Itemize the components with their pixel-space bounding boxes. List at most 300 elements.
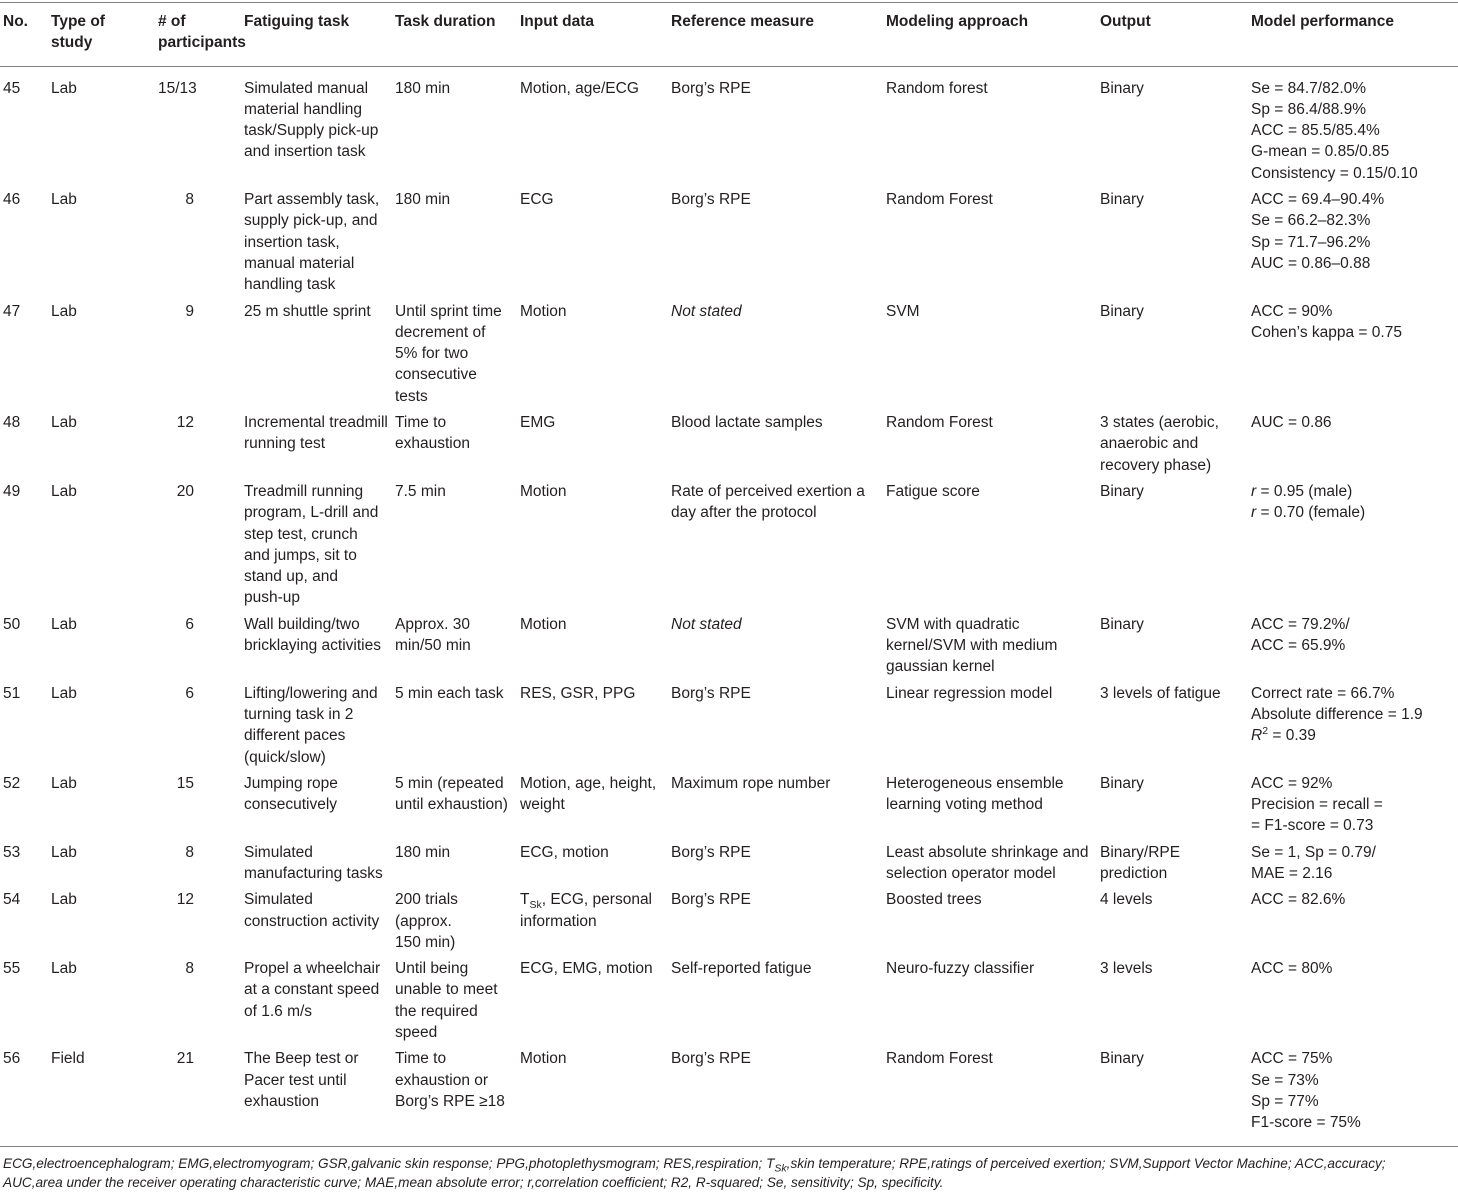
cell-line: RES, GSR, PPG [520,684,636,702]
cell-line: the required [395,1002,478,1020]
cell-modeling [883,479,1097,612]
table-row [0,956,1458,1046]
cell-output [1097,681,1248,771]
cell-line: 53 [3,843,21,861]
cell-participants [155,681,241,771]
cell-output [1097,887,1248,956]
cell-line: 6 [185,615,194,633]
cell-line: Pacer test until [244,1071,347,1089]
header-label: Modeling approach [886,13,1029,30]
cell-line: exhaustion [395,435,470,453]
table-body [0,66,1458,1146]
cell-no [0,956,48,1046]
cell-task [241,771,392,840]
cell-line: material handling [244,100,363,118]
cell-line: manufacturing tasks [244,864,383,882]
cell-line: 12 [176,891,194,909]
table-row [0,66,1458,187]
cell-line [671,301,880,322]
cell-line: Rate of perceived exertion a [671,482,865,500]
cell-line: and jumps, sit to [244,546,357,564]
cell-line: anaerobic and [1100,435,1199,453]
cell-line: kernel/SVM with medium [886,637,1058,655]
cell-modeling [883,299,1097,410]
cell-line: 50 [3,615,21,633]
cell-line: 20 [176,482,194,500]
cell-line: 46 [3,191,21,209]
cell-participants [155,410,241,479]
cell-line: ECG, EMG, motion [520,960,653,978]
cell-line: exhaustion [244,1092,319,1110]
header-label: Input data [520,13,595,30]
cell-line: 8 [185,191,194,209]
cell-participants [155,66,241,187]
cell-reference [668,771,883,840]
cell-line: Cohen’s kappa = 0.75 [1251,323,1402,341]
cell-line: 54 [3,891,21,909]
cell-modeling [883,1046,1097,1146]
cell-line: Random Forest [886,1050,993,1068]
cell-line: 12 [176,414,194,432]
cell-line: Sp = 86.4/88.9% [1251,100,1367,118]
cell-line: Se = 1, Sp = 0.79/ [1251,843,1376,861]
cell-line: 25 m shuttle sprint [244,302,371,320]
header-type [48,3,155,67]
cell-line: weight [520,796,565,814]
cell-modeling [883,681,1097,771]
cell-line: Binary [1100,482,1144,500]
cell-participants [155,887,241,956]
table-row [0,681,1458,771]
cell-performance [1248,299,1458,410]
cell-reference [668,612,883,681]
cell-line: Lifting/lowering and [244,684,378,702]
table-row [0,612,1458,681]
cell-line: 180 min [395,843,451,861]
cell-line: Se = 73% [1251,1071,1319,1089]
cell-line: Borg’s RPE [671,891,751,909]
table-row [0,840,1458,888]
footnote-line: AUC,area under the receiver operating characteristic curve; MAE,mean absolute error; r,correlation coefficient; R2, R-squared; Se, sensitivity; Sp, specificity. [3,1175,944,1191]
cell-modeling [883,956,1097,1046]
cell-output [1097,410,1248,479]
cell-line: Binary/RPE [1100,843,1181,861]
cell-task [241,840,392,888]
cell-line: 150 min) [395,933,456,951]
cell-input [517,479,668,612]
table-row [0,299,1458,410]
cell-duration [392,681,517,771]
cell-line: and insertion task [244,143,366,161]
cell-modeling [883,410,1097,479]
cell-performance [1248,887,1458,956]
cell-line [1251,502,1455,523]
text-segment: = 0.39 [1268,727,1316,745]
cell-task [241,187,392,298]
cell-line: Borg’s RPE [671,191,751,209]
cell-no [0,1046,48,1146]
cell-type [48,479,155,612]
cell-output [1097,840,1248,888]
cell-line: construction activity [244,912,380,930]
cell-input [517,612,668,681]
cell-line: Field [51,1050,85,1068]
cell-task [241,612,392,681]
cell-type [48,887,155,956]
cell-line: 4 levels [1100,891,1153,909]
cell-reference [668,840,883,888]
table-footnote [0,1154,1458,1193]
cell-line: (approx. [395,912,452,930]
cell-line: turning task in 2 [244,705,354,723]
cell-line: 180 min [395,79,451,97]
cell-line: Fatigue score [886,482,980,500]
cell-no [0,840,48,888]
cell-modeling [883,840,1097,888]
cell-line: Se = 66.2–82.3% [1251,212,1371,230]
header-no [0,3,48,67]
cell-task [241,887,392,956]
cell-performance [1248,612,1458,681]
cell-input [517,299,668,410]
cell-line: step test, crunch [244,525,358,543]
cell-line: (quick/slow) [244,748,326,766]
data-table [0,2,1458,1147]
header-label: Output [1100,13,1151,30]
cell-duration [392,187,517,298]
cell-line: Neuro-fuzzy classifier [886,960,1035,978]
cell-no [0,410,48,479]
cell-line: selection operator model [886,864,1056,882]
cell-line: consecutive [395,366,477,384]
cell-line: Motion, age, height, [520,774,657,792]
cell-no [0,66,48,187]
cell-line: Jumping rope [244,774,338,792]
cell-line: Binary [1100,191,1144,209]
cell-line: Consistency = 0.15/0.10 [1251,164,1418,182]
cell-type [48,1046,155,1146]
cell-line: Simulated manual [244,79,369,97]
header-label: participants [158,34,246,52]
header-modeling [883,3,1097,67]
cell-line: Simulated [244,843,313,861]
cell-line: Lab [51,774,77,792]
cell-input [517,187,668,298]
cell-line: ACC = 65.9% [1251,637,1346,655]
header-duration [392,3,517,67]
cell-line: Time to [395,414,447,432]
cell-line: Binary [1100,79,1144,97]
cell-line: Incremental treadmill [244,414,388,432]
header-reference [668,3,883,67]
cell-line: program, L-drill and [244,504,379,522]
cell-input [517,681,668,771]
header-label: study [51,34,93,52]
cell-line: Se = 84.7/82.0% [1251,79,1367,97]
cell-output [1097,771,1248,840]
cell-line: of 1.6 m/s [244,1002,313,1020]
cell-participants [155,187,241,298]
cell-line: Sp = 71.7–96.2% [1251,233,1371,251]
cell-line: Motion [520,482,567,500]
cell-line: Treadmill running [244,482,364,500]
footnote-line [3,1154,1455,1174]
cell-line: Lab [51,891,77,909]
cell-line: unable to meet [395,981,498,999]
cell-line: ACC = 85.5/85.4% [1251,122,1380,140]
cell-type [48,771,155,840]
cell-line: 21 [176,1050,194,1068]
table-row [0,187,1458,298]
cell-type [48,956,155,1046]
cell-line: Lab [51,79,77,97]
cell-line: 51 [3,684,21,702]
cell-line: Absolute difference = 1.9 [1251,705,1423,723]
cell-participants [155,771,241,840]
header-row [0,3,1458,67]
cell-line: ECG [520,191,554,209]
cell-participants [155,299,241,410]
cell-line: Maximum rope number [671,774,831,792]
cell-line: ACC = 79.2%/ [1251,615,1350,633]
cell-line: 3 states (aerobic, [1100,414,1219,432]
table-row [0,771,1458,840]
cell-line: Borg’s RPE ≥18 [395,1092,505,1110]
cell-reference [668,187,883,298]
cell-line: Boosted trees [886,891,982,909]
cell-line: Linear regression model [886,684,1053,702]
cell-output [1097,66,1248,187]
cell-line: Least absolute shrinkage and [886,843,1089,861]
header-label: # of [158,13,186,30]
cell-line: Until sprint time [395,302,502,320]
header-task [241,3,392,67]
header-label: No. [3,13,28,30]
cell-line: information [520,912,597,930]
cell-line: different paces [244,727,346,745]
cell-line: task/Supply pick-up [244,122,379,140]
cell-line: Lab [51,960,77,978]
cell-input [517,1046,668,1146]
cell-duration [392,410,517,479]
cell-line: push-up [244,589,301,607]
cell-reference [668,410,883,479]
cell-line: Random Forest [886,191,993,209]
cell-duration [392,1046,517,1146]
cell-participants [155,840,241,888]
cell-line: Part assembly task, [244,191,380,209]
cell-line: 45 [3,79,21,97]
cell-line: 15 [176,774,194,792]
cell-output [1097,956,1248,1046]
cell-line: ACC = 92% [1251,774,1333,792]
cell-line: consecutively [244,796,338,814]
text-segment: T [520,891,530,909]
cell-task [241,410,392,479]
cell-output [1097,612,1248,681]
cell-line: Propel a wheelchair [244,960,381,978]
cell-duration [392,887,517,956]
header-label: Type of [51,13,105,30]
cell-performance [1248,479,1458,612]
cell-line: Self-reported fatigue [671,960,812,978]
cell-output [1097,479,1248,612]
cell-duration [392,299,517,410]
cell-line: 200 trials [395,891,458,909]
cell-task [241,479,392,612]
cell-modeling [883,887,1097,956]
cell-line: stand up, and [244,568,338,586]
cell-line: tests [395,387,428,405]
cell-duration [392,479,517,612]
text-segment: ECG,electroencephalogram; EMG,electromyogram; GSR,galvanic skin response; PPG,photoplethysmogram; RES,respiration; [3,1155,767,1171]
cell-line: prediction [1100,864,1168,882]
cell-line: ECG, motion [520,843,609,861]
cell-line: 5 min each task [395,684,504,702]
cell-line: MAE = 2.16 [1251,864,1333,882]
italic-text: Not stated [671,615,742,633]
text-segment: = 0.70 (female) [1256,504,1366,522]
cell-line: Binary [1100,774,1144,792]
cell-line: ACC = 90% [1251,302,1333,320]
cell-input [517,840,668,888]
cell-no [0,612,48,681]
cell-line: Borg’s RPE [671,79,751,97]
cell-line [1251,481,1455,502]
cell-performance [1248,840,1458,888]
italic-text: r [1251,504,1257,522]
subscript: Sk [529,899,542,912]
cell-line: F1-score = 75% [1251,1114,1361,1132]
cell-line: Binary [1100,615,1144,633]
text-segment: T [766,1155,775,1171]
cell-line: Random Forest [886,414,993,432]
cell-no [0,479,48,612]
cell-line: gaussian kernel [886,658,995,676]
header-label: Model performance [1251,13,1394,30]
cell-line: 47 [3,302,21,320]
cell-line: Motion, age/ECG [520,79,639,97]
cell-line: at a constant speed [244,981,380,999]
cell-line: Lab [51,414,77,432]
cell-line: = F1-score = 0.73 [1251,817,1374,835]
header-output [1097,3,1248,67]
cell-line: Lab [51,615,77,633]
cell-modeling [883,612,1097,681]
cell-line: Motion [520,302,567,320]
cell-no [0,887,48,956]
cell-line: Lab [51,684,77,702]
cell-line: 15/13 [158,79,197,97]
cell-no [0,681,48,771]
cell-performance [1248,410,1458,479]
cell-line [520,889,665,910]
cell-line: 3 levels of fatigue [1100,684,1221,702]
cell-line: Motion [520,615,567,633]
cell-line: Random forest [886,79,988,97]
cell-line: ACC = 80% [1251,960,1333,978]
cell-line: 6 [185,684,194,702]
cell-reference [668,66,883,187]
cell-line: Motion [520,1050,567,1068]
cell-duration [392,66,517,187]
cell-line: min/50 min [395,637,471,655]
header-label: Fatiguing task [244,13,350,30]
cell-line: 7.5 min [395,482,446,500]
cell-participants [155,612,241,681]
cell-duration [392,771,517,840]
cell-modeling [883,771,1097,840]
cell-reference [668,299,883,410]
text-segment: , ECG, personal [541,891,653,909]
cell-line: recovery phase) [1100,456,1212,474]
cell-line: until exhaustion) [395,796,508,814]
cell-input [517,956,668,1046]
cell-performance [1248,956,1458,1046]
cell-line: Until being [395,960,469,978]
cell-line: EMG [520,414,556,432]
cell-line: G-mean = 0.85/0.85 [1251,143,1390,161]
cell-line: supply pick-up, and [244,212,378,230]
cell-line: manual material [244,254,355,272]
text-segment: = 0.95 (male) [1256,482,1353,500]
cell-participants [155,1046,241,1146]
cell-type [48,840,155,888]
cell-line: AUC = 0.86–0.88 [1251,254,1371,272]
table-row [0,887,1458,956]
cell-line: Blood lactate samples [671,414,823,432]
header-participants [155,3,246,67]
cell-line: 9 [185,302,194,320]
cell-line: Lab [51,843,77,861]
cell-line: learning voting method [886,796,1043,814]
cell-line: Precision = recall = [1251,796,1383,814]
cell-line: Heterogeneous ensemble [886,774,1064,792]
cell-line: Lab [51,482,77,500]
cell-line: 55 [3,960,21,978]
cell-line: AUC = 0.86 [1251,414,1332,432]
cell-line: exhaustion or [395,1071,489,1089]
cell-line: speed [395,1024,438,1042]
cell-no [0,771,48,840]
cell-line: SVM [886,302,920,320]
italic-text: r [1251,482,1257,500]
cell-participants [155,479,241,612]
cell-line: Binary [1100,302,1144,320]
cell-line: 52 [3,774,21,792]
cell-line: 8 [185,960,194,978]
cell-type [48,187,155,298]
cell-task [241,299,392,410]
cell-input [517,410,668,479]
cell-output [1097,1046,1248,1146]
cell-task [241,956,392,1046]
cell-line: Lab [51,191,77,209]
cell-no [0,187,48,298]
cell-line: 49 [3,482,21,500]
cell-line: Time to [395,1050,447,1068]
superscript: 2 [1262,725,1269,738]
header-label: Task duration [395,13,496,30]
cell-modeling [883,66,1097,187]
cell-duration [392,612,517,681]
cell-duration [392,956,517,1046]
italic-text: Not stated [671,302,742,320]
header-input [517,3,668,67]
cell-line: 56 [3,1050,21,1068]
cell-input [517,66,668,187]
table-header [0,3,1458,67]
